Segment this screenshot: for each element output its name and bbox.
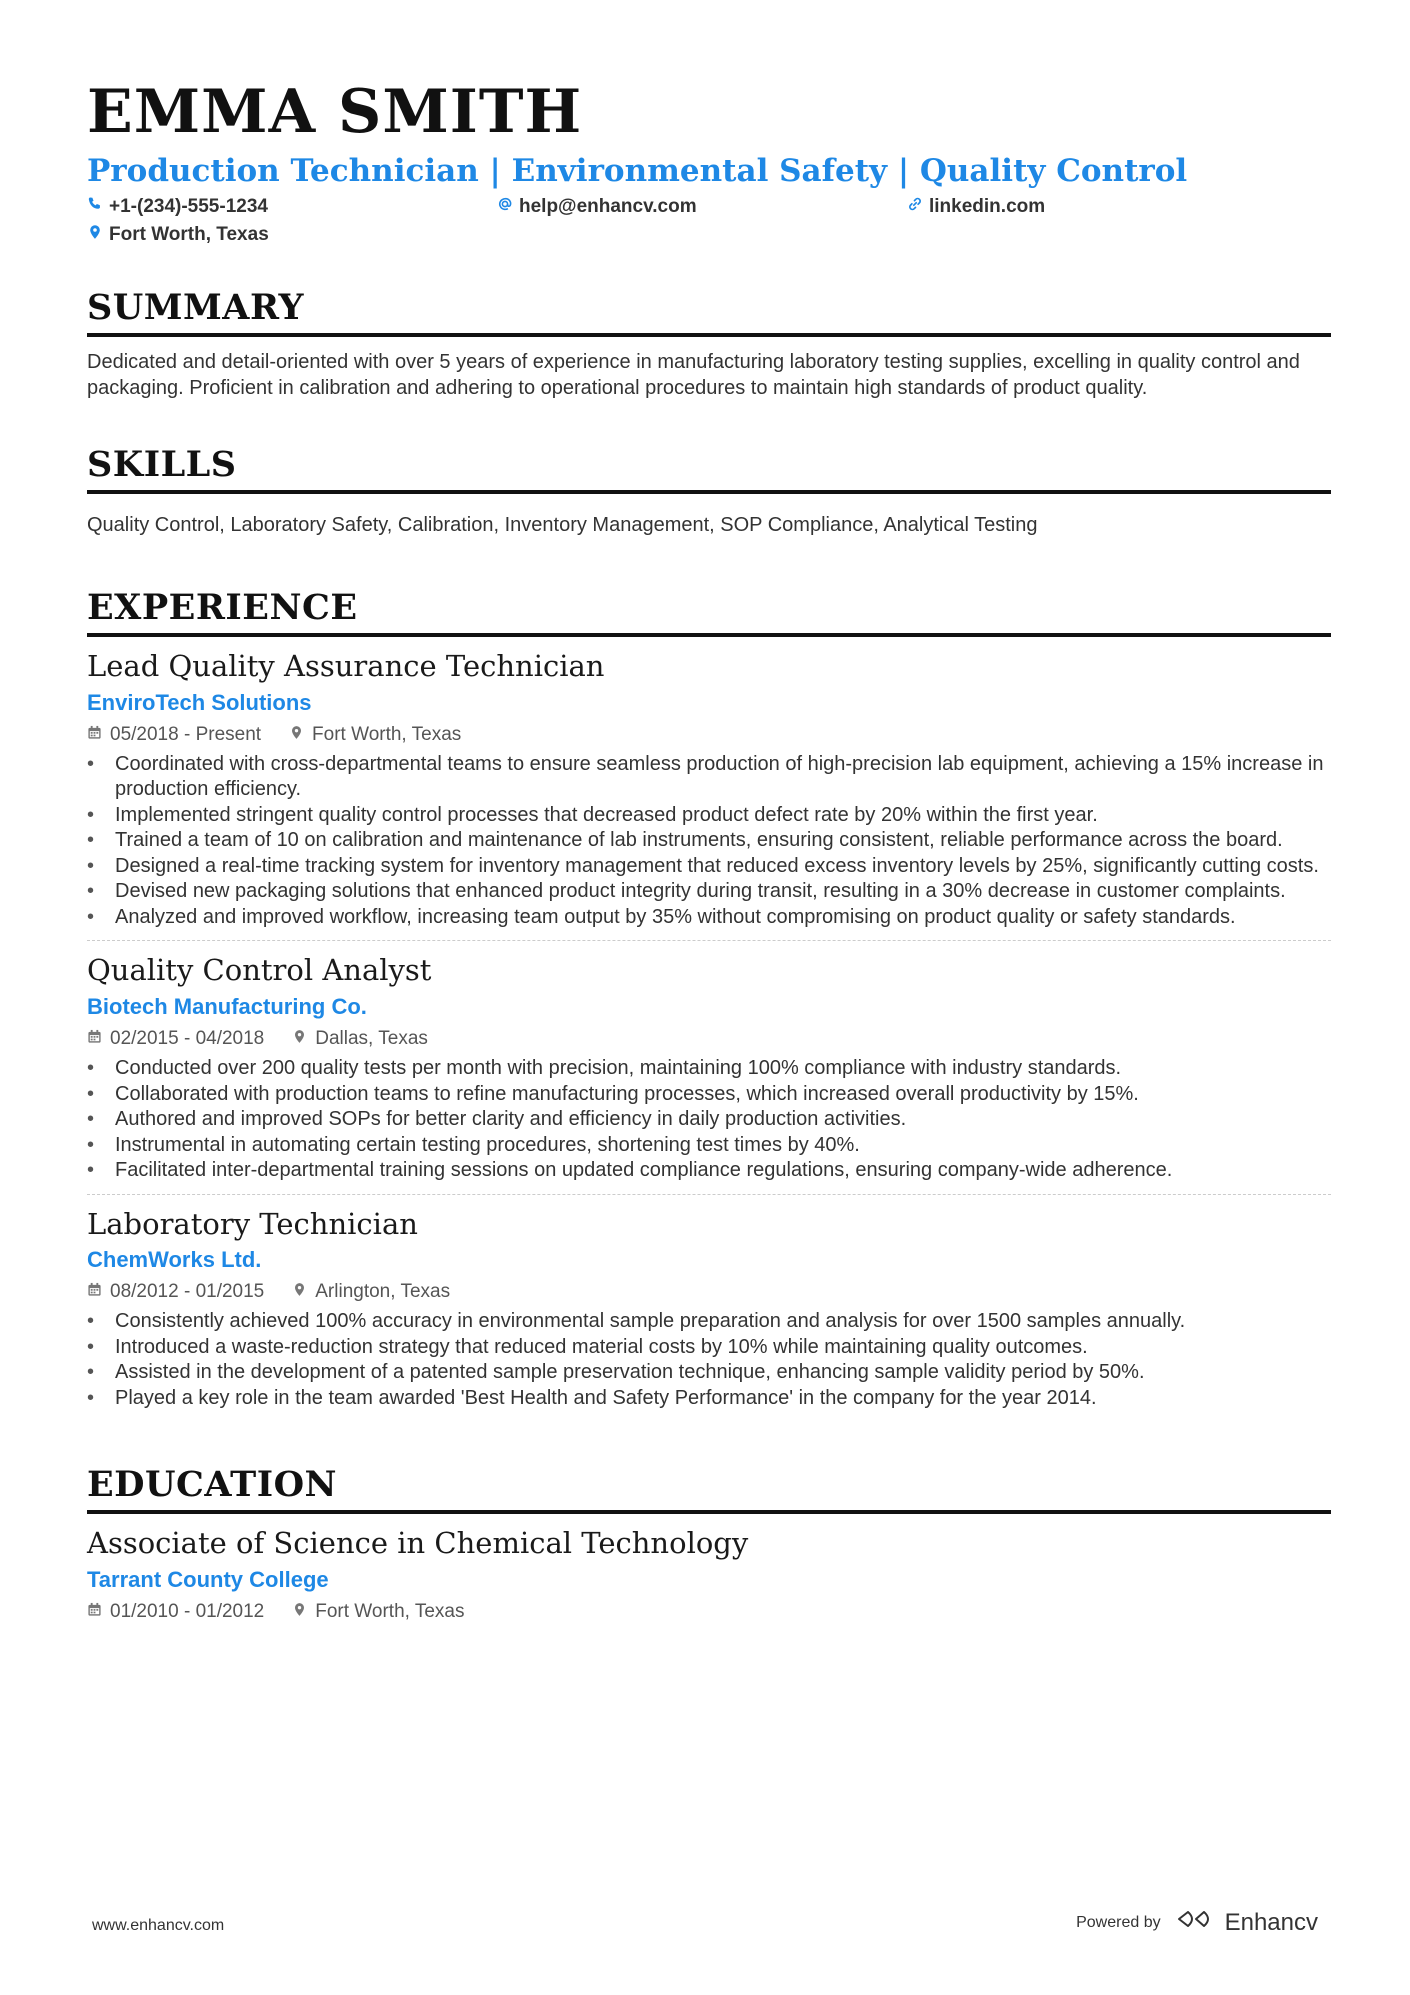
job-dates: 08/2012 - 01/2015 (110, 1281, 265, 1303)
education-location: Fort Worth, Texas (315, 1601, 465, 1623)
skills-section (87, 444, 1331, 538)
contact-phone[interactable] (87, 196, 497, 218)
job-dates: 05/2018 - Present (110, 723, 262, 745)
location-text: Fort Worth, Texas (109, 224, 269, 246)
footer-branding[interactable] (1076, 1908, 1318, 1937)
education-dates: 01/2010 - 01/2012 (110, 1601, 265, 1623)
job-location: Dallas, Texas (315, 1028, 428, 1050)
education-section (87, 1464, 1331, 1623)
summary-section (87, 287, 1331, 401)
experience-entry (87, 1194, 1331, 1422)
bullet-item: • Analyzed and improved workflow, increasing team output by 35% without compromising on product quality or safety standards. (87, 905, 1331, 931)
bullet-item: • Authored and improved SOPs for better clarity and efficiency in daily production activities. (87, 1107, 1331, 1133)
location-pin-icon (292, 1028, 315, 1050)
job-location: Arlington, Texas (315, 1281, 451, 1303)
degree-title: Associate of Science in Chemical Technology (87, 1526, 749, 1561)
experience-list (87, 649, 1331, 1421)
education-title: EDUCATION (87, 1467, 1331, 1514)
location-pin-icon (292, 1601, 315, 1623)
location-pin-icon (87, 224, 103, 246)
experience-entry (87, 649, 1331, 940)
candidate-tagline: Production Technician | Environmental Safety | Quality Control (87, 153, 1188, 189)
bullet-item: • Devised new packaging solutions that enhanced product integrity during transit, resulting in a 30% decrease in customer complaints. (87, 879, 1331, 905)
contact-location (87, 224, 497, 246)
summary-title: SUMMARY (87, 290, 1331, 337)
powered-by-label: Powered by (1076, 1913, 1161, 1931)
at-icon (497, 196, 513, 218)
contact-info (87, 196, 1331, 246)
bullet-item: • Assisted in the development of a patented sample preservation technique, enhancing sample validity period by 50%. (87, 1360, 1331, 1386)
skills-text: Quality Control, Laboratory Safety, Calibration, Inventory Management, SOP Compliance, Analytical Testing (87, 514, 1038, 537)
bullet-item: • Introduced a waste-reduction strategy that reduced material costs by 10% while maintaining quality outcomes. (87, 1335, 1331, 1361)
phone-icon (87, 196, 103, 218)
company-name: EnviroTech Solutions (87, 689, 312, 715)
contact-email[interactable] (497, 196, 907, 218)
job-bullets (87, 1309, 1331, 1411)
linkedin-link: linkedin.com (929, 196, 1046, 218)
experience-title: EXPERIENCE (87, 590, 1331, 637)
summary-text: Dedicated and detail-oriented with over 5 years of experience in manufacturing laboratory testing supplies, excelling in quality control and packaging. Proficient in calibration and adhering to operational procedures to maintain high standards of product quality. (87, 351, 1300, 400)
bullet-item: • Designed a real-time tracking system for inventory management that reduced excess inventory levels by 25%, significantly cutting costs. (87, 854, 1331, 880)
enhancv-brand-name: Enhancv (1224, 1908, 1318, 1936)
candidate-name: EMMA SMITH (87, 77, 583, 147)
job-location: Fort Worth, Texas (312, 723, 462, 745)
company-name: Biotech Manufacturing Co. (87, 994, 367, 1020)
job-dates: 02/2015 - 04/2018 (110, 1028, 265, 1050)
location-pin-icon (289, 724, 312, 746)
bullet-item: • Collaborated with production teams to refine manufacturing processes, which increased overall productivity by 15%. (87, 1082, 1331, 1108)
contact-linkedin[interactable] (907, 196, 1327, 218)
bullet-item: • Facilitated inter-departmental training sessions on updated compliance regulations, ensuring company-wide adherence. (87, 1158, 1331, 1184)
school-name: Tarrant County College (87, 1567, 329, 1593)
link-icon (907, 196, 923, 218)
phone-number: +1-(234)-555-1234 (109, 196, 268, 218)
bullet-item: • Coordinated with cross-departmental teams to ensure seamless production of high-precision lab equipment, achieving a 15% increase in production efficiency. (87, 752, 1331, 803)
job-bullets (87, 1056, 1331, 1184)
bullet-item: • Trained a team of 10 on calibration and maintenance of lab instruments, ensuring consistent, reliable performance across the board. (87, 828, 1331, 854)
job-meta (87, 1281, 1331, 1303)
skills-title: SKILLS (87, 447, 1331, 494)
calendar-icon (87, 1281, 110, 1303)
bullet-item: • Implemented stringent quality control processes that decreased product defect rate by 20% within the first year. (87, 803, 1331, 829)
job-title: Quality Control Analyst (87, 953, 432, 988)
job-meta (87, 724, 1331, 746)
calendar-icon (87, 724, 110, 746)
company-name: ChemWorks Ltd. (87, 1247, 262, 1273)
bullet-item: • Conducted over 200 quality tests per month with precision, maintaining 100% compliance with industry standards. (87, 1056, 1331, 1082)
calendar-icon (87, 1028, 110, 1050)
enhancv-logo-icon (1175, 1908, 1217, 1937)
enhancv-logo (1175, 1908, 1318, 1937)
education-meta (87, 1601, 1331, 1623)
bullet-item: • Consistently achieved 100% accuracy in environmental sample preparation and analysis for over 1500 samples annually. (87, 1309, 1331, 1335)
bullet-item: • Instrumental in automating certain testing procedures, shortening test times by 40%. (87, 1133, 1331, 1159)
calendar-icon (87, 1601, 110, 1623)
job-bullets (87, 752, 1331, 931)
job-title: Lead Quality Assurance Technician (87, 649, 605, 684)
resume-page (87, 72, 1331, 1623)
bullet-item: • Played a key role in the team awarded 'Best Health and Safety Performance' in the company for the year 2014. (87, 1386, 1331, 1412)
footer-website[interactable]: www.enhancv.com (92, 1917, 225, 1934)
email-address: help@enhancv.com (519, 196, 697, 218)
location-pin-icon (292, 1281, 315, 1303)
education-entry (87, 1526, 1331, 1623)
job-title: Laboratory Technician (87, 1206, 418, 1241)
job-meta (87, 1028, 1331, 1050)
experience-section (87, 587, 1331, 1421)
experience-entry (87, 940, 1331, 1193)
